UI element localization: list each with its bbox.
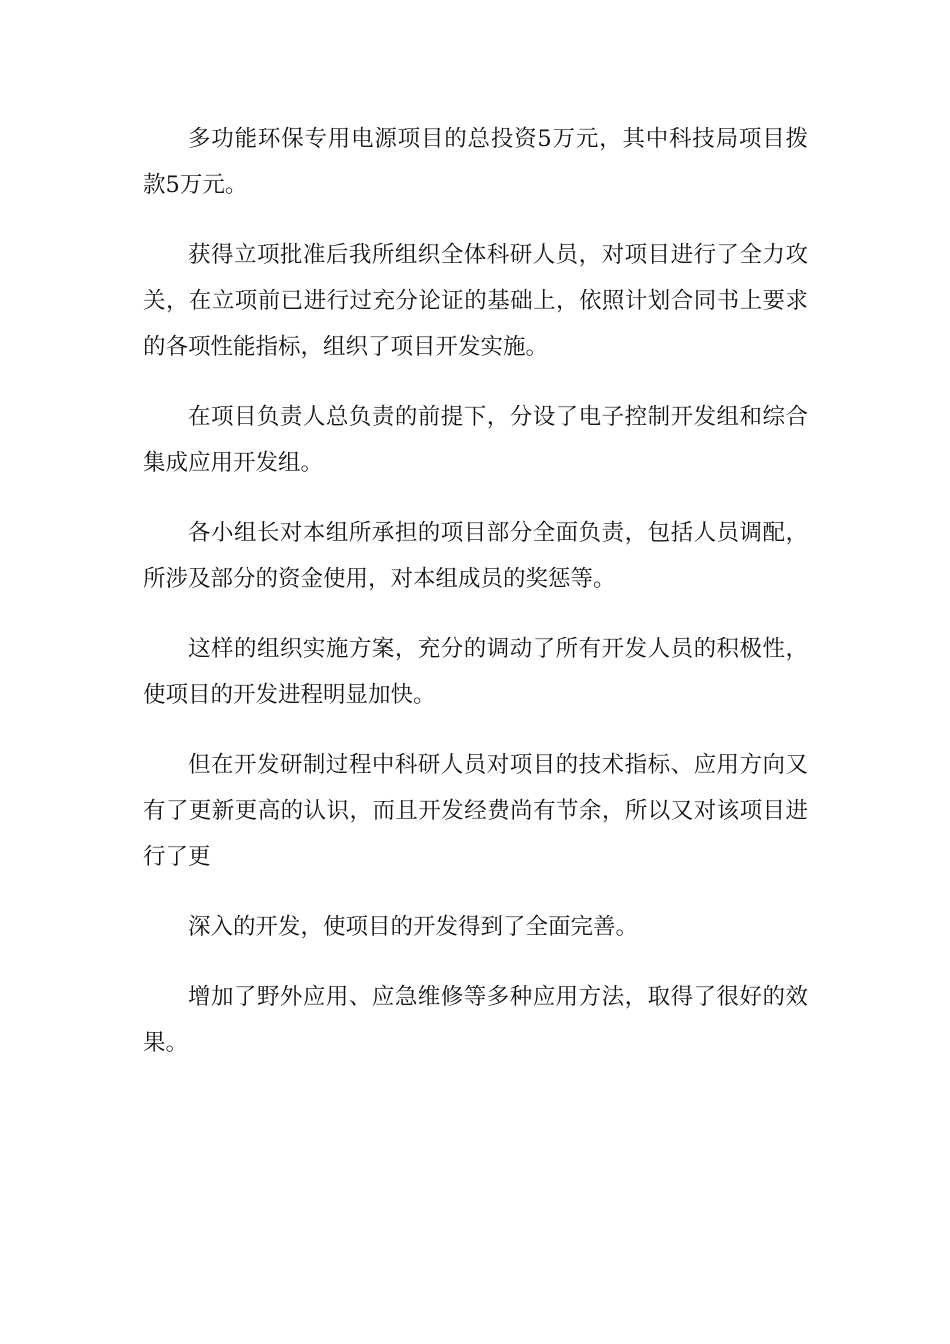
paragraph-7: 深入的开发，使项目的开发得到了全面完善。 [188,914,639,940]
paragraph-8: 增加了野外应用、应急维修等多种应用方法，取得了很好的效果。 [143,984,808,1056]
paragraph-1: 多功能环保专用电源项目的总投资5万元，其中科技局项目拨款5万元。 [143,126,808,198]
paragraph-2: 获得立项批准后我所组织全体科研人员，对项目进行了全力攻关，在立项前已进行过充分论证的基础上，依照计划合同书上要求的各项性能指标，组织了项目开发实施。 [143,242,808,360]
paragraph-6: 但在开发研制过程中科研人员对项目的技术指标、应用方向又有了更新更高的认识，而且开发经费尚有节余，所以又对该项目进行了更 [143,752,808,870]
paragraph-5: 这样的组织实施方案，充分的调动了所有开发人员的积极性，使项目的开发进程明显加快。 [143,636,808,708]
paragraph-4: 各小组长对本组所承担的项目部分全面负责，包括人员调配，所涉及部分的资金使用，对本组成员的奖惩等。 [143,520,808,592]
document-body [143,116,808,1090]
paragraph-3: 在项目负责人总负责的前提下，分设了电子控制开发组和综合集成应用开发组。 [143,404,808,476]
